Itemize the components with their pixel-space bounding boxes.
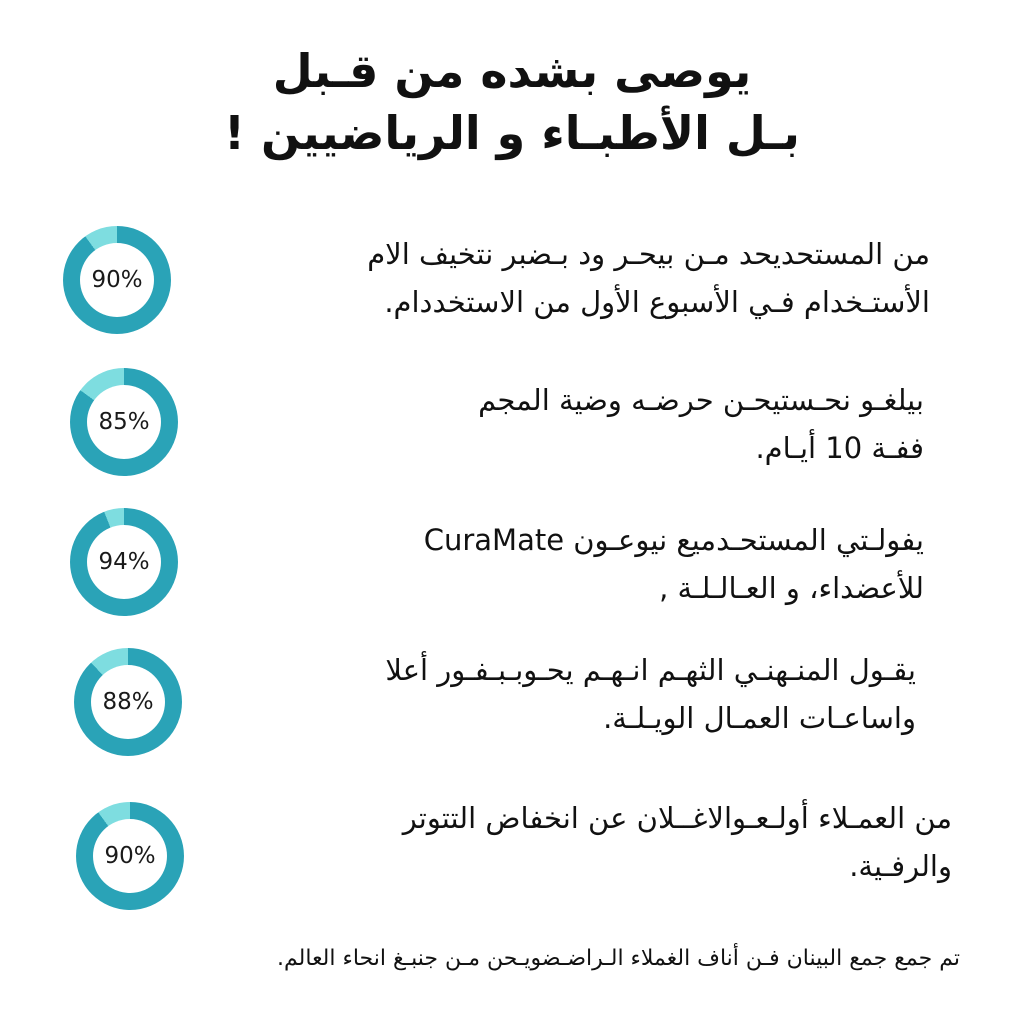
stat-item [0,508,1024,628]
stat-description [403,794,952,890]
stat-text-line-2: ففـة 10 أيـام. [755,431,924,465]
stat-description [424,516,924,612]
stat-text-line-1: من المستحديحد مـن بيحـر ود بـضبر نتخيف الام [367,237,930,271]
donut-ring [76,802,184,910]
stat-description [478,376,924,472]
stat-item [0,646,1024,766]
stat-text-line-1: بيلغـو نحـستيحـن حرضـه وضية المجم [478,383,924,417]
stat-text-line-2: واساعـات العمـال الويـلـة. [603,701,916,735]
stat-item [0,368,1024,488]
stat-description [385,646,916,742]
headline [0,40,1024,164]
stat-text-line-1: يقـول المنـهنـي الثهـم انـهـم يحـوبـبـفـور أعلا [385,653,916,687]
donut-ring [70,508,178,616]
donut-ring [63,226,171,334]
stat-text-line-2: الأستـخدام فـي الأسبوع الأول من الاستخددام. [384,285,930,319]
stat-item [0,800,1024,920]
footer-note: تم جمع جمع البينان فـن أناف الغملاء الـراضـضويـحن مـن جنبـغ انحاء العالم. [277,946,960,971]
stat-description [367,230,930,326]
stat-item [0,222,1024,342]
percent-label: 88% [102,689,154,715]
percent-label: 90% [91,267,143,293]
percent-label: 94% [98,549,150,575]
headline-line-2: بـل الأطبـاء و الرياضيين ! [224,106,800,160]
donut-ring [70,368,178,476]
stat-text-line-1: يفولـتي المستحـدميع نيوعـون CuraMate [423,523,924,557]
percent-label: 90% [104,843,156,869]
percent-label: 85% [98,409,150,435]
headline-line-1: يوصى بشده من قـبل [272,44,752,98]
stat-text-line-2: للأعضداء، و العـالـلـة , [659,571,924,605]
donut-ring [74,648,182,756]
stat-text-line-2: والرفـية. [849,849,952,883]
stat-text-line-1: من العمـلاء أولـعـوالاغــلان عن انخفاض التتوتر [402,801,952,835]
